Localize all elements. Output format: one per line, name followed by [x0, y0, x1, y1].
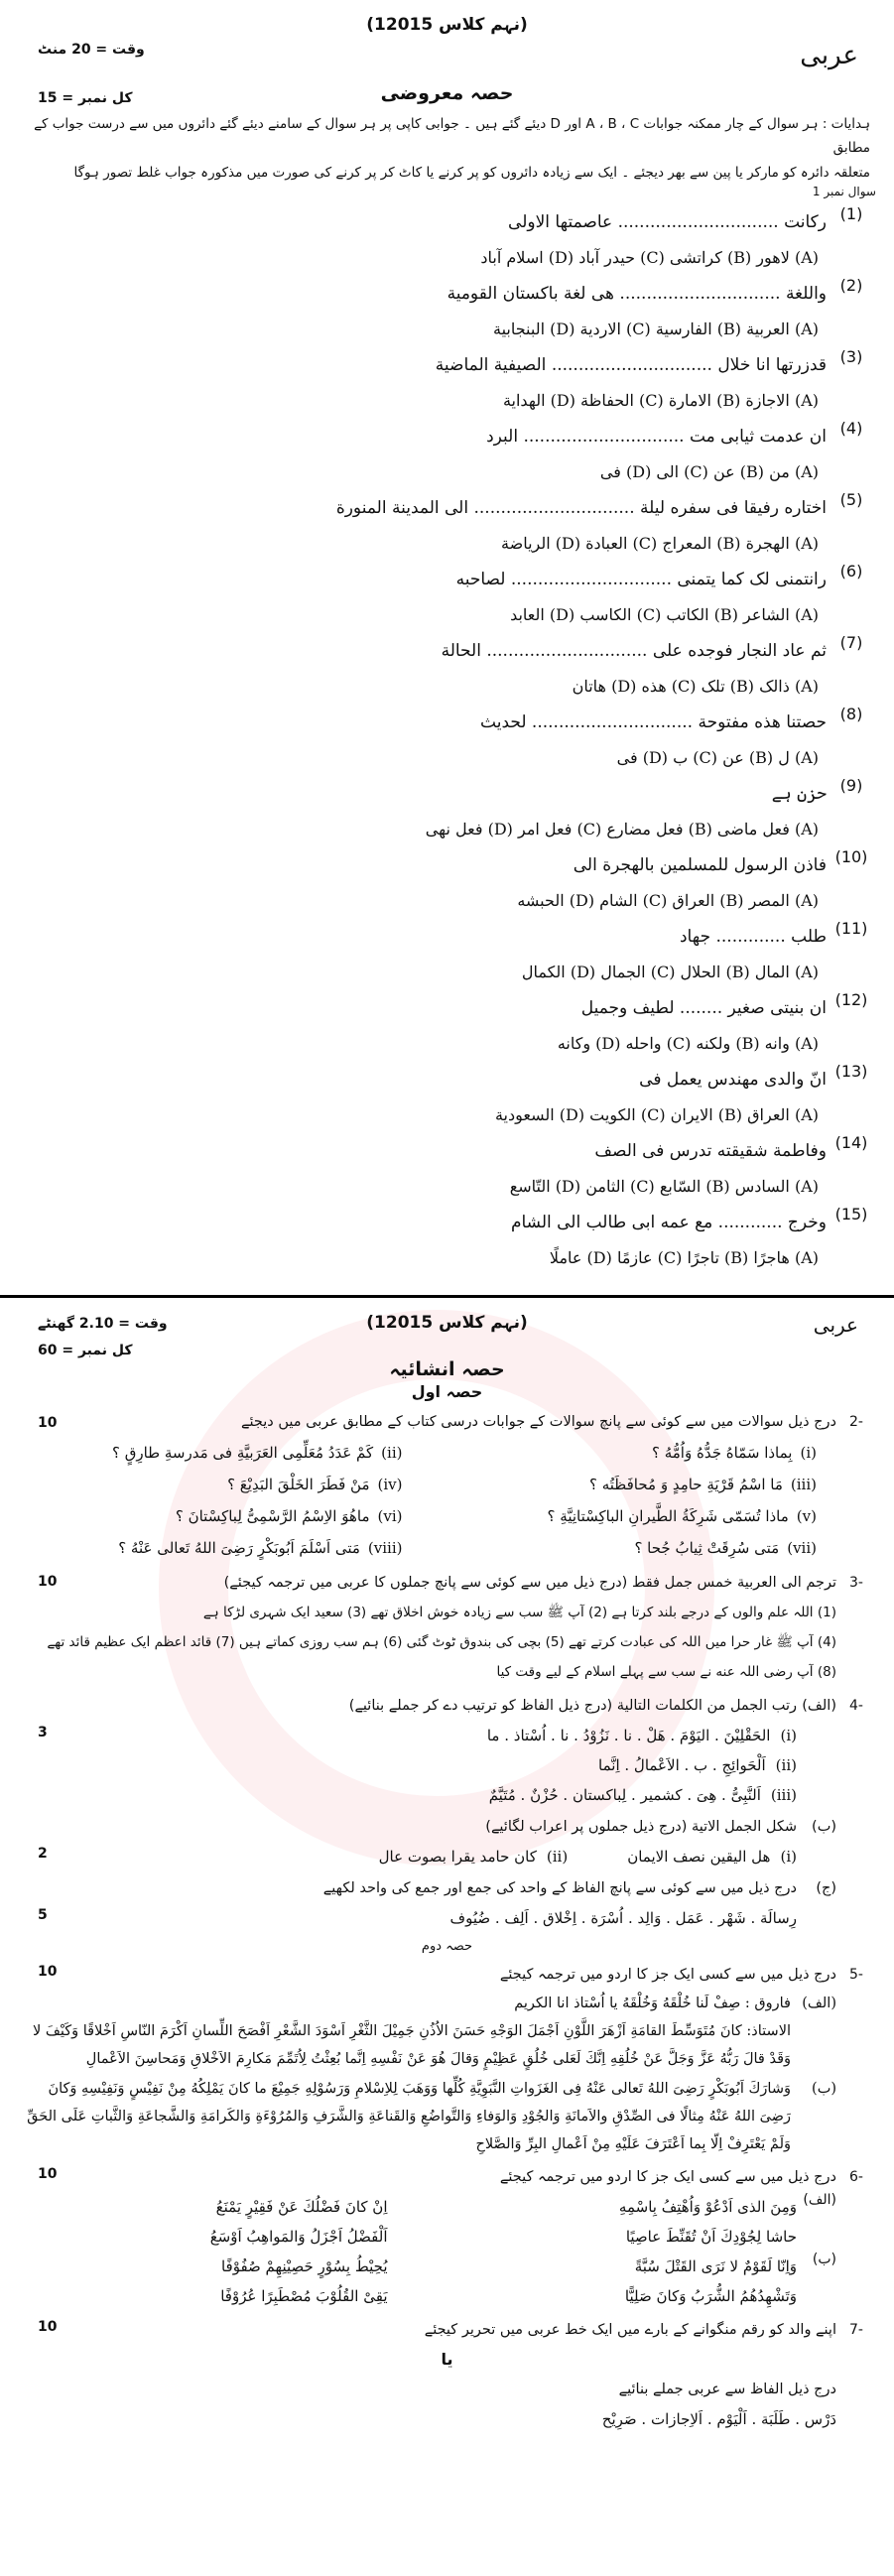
- question-number: (14): [834, 1132, 868, 1152]
- question-item: [18, 1750, 797, 1780]
- translation-sentence: (4) آپ ﷺ غار حرا میں اللہ کی عبادت کرتے تھے (5) بچی کی بندوق ٹوٹ گئی (6) ہم سب روزی کماتے ہیں (7) قائد اعظم ایک عظیم قائد تھے: [47, 1634, 836, 1650]
- question-body: [18, 276, 827, 347]
- question-number: (15): [834, 1204, 868, 1224]
- item-text: اَلنَّبِیُّ . هِیَ . کشمیر . لِباکستان . حُزْنٌ . مُتَیَّمٌ: [488, 1786, 761, 1804]
- marks: 10: [38, 2319, 58, 2335]
- item-text: اَلْحَوائِجِ . ب . الاَعْمالُ . اِنَّما: [598, 1756, 766, 1774]
- item-number: (vii): [787, 1539, 817, 1557]
- mcq-question: [18, 776, 876, 847]
- mcq-question: [18, 490, 876, 562]
- item-number: (i): [780, 1727, 797, 1744]
- verse: یُحِیْطُ بِسُوْرٍ حَصِیْنِهِمْ صُفُوْفًا: [220, 2257, 388, 2275]
- question-options: (A) العراق (B) الایران (C) الکویت (D) السعودیة: [494, 1104, 819, 1124]
- question-instruction: رتب الجمل من الكلمات التالیة (درج ذیل الفاظ کو ترتیب دے کر جملے بنائیے): [348, 1698, 797, 1714]
- paper-header: [18, 35, 876, 74]
- question-items: [18, 1437, 876, 1564]
- mcq-question: [18, 204, 876, 276]
- question-number: (12): [834, 989, 868, 1009]
- item-text: الحَقْلِیْنَ . الیَوْمَ . هَلْ . نا . نَزُوْدُ . نا . اُسْتاذ . ما: [486, 1727, 771, 1744]
- question-item: [433, 1437, 818, 1469]
- item-text: هل الیقین نصف الایمان: [627, 1848, 771, 1866]
- question-text: وخرج ............ مع عمه ابی طالب الی الشام: [510, 1212, 827, 1232]
- question-item: [18, 1469, 403, 1500]
- question-text: ان بنیتی صغیر ........ لطیف وجمیل: [580, 997, 827, 1018]
- verse: وَاِنّا لَقَوْمٌ لا نَرَی القَتْلَ سُبَّةً: [634, 2257, 797, 2275]
- question-options: (A) السادس (B) السّابع (C) الثامن (D) التّاسع: [509, 1176, 819, 1196]
- item-number: (viii): [367, 1539, 403, 1557]
- question-text: ثم عاد النجار فوجده علی .............................. الحالة: [441, 640, 827, 661]
- or-label: یا: [441, 2350, 453, 2369]
- question-body: [18, 347, 827, 419]
- question-text: رانتمنی لک کما یتمنی .............................. لصاحبه: [455, 569, 827, 589]
- translation-sentences: [18, 1598, 876, 1687]
- part-label: (ج): [816, 1880, 836, 1896]
- item-number: (vi): [377, 1507, 403, 1525]
- question-2: [18, 1407, 876, 1564]
- question-options: (A) المصر (B) العراق (C) الشام (D) الحبشه: [517, 890, 819, 910]
- question-options: (A) الهجرة (B) المعراج (C) العبادة (D) الریاضة: [501, 533, 819, 553]
- question-body: [18, 1205, 827, 1276]
- mcq-question: [18, 276, 876, 347]
- marks: 2: [38, 1846, 48, 1862]
- question-label: سوال نمبر 1: [812, 184, 876, 198]
- item-number: (ii): [775, 1756, 797, 1774]
- mcq-question: [18, 562, 876, 633]
- mcq-question: [18, 705, 876, 776]
- question-text: ان عدمت ثیابی مت .............................. البرد: [486, 426, 827, 447]
- alt-instruction: درج ذیل الفاظ سے عربی جملے بنائیے: [618, 2382, 836, 2397]
- question-options: (A) المال (B) الحلال (C) الجمال (D) الکمال: [521, 962, 819, 981]
- question-text: طلب ............. جهاد: [679, 926, 827, 947]
- verse: وَتَشْهِدُهُمُ الشُّرَبُ وَكانَ صَلِیًّا: [624, 2287, 797, 2305]
- class-line: (نہم کلاس 12015): [366, 1313, 528, 1333]
- item-number: (ii): [381, 1444, 403, 1462]
- poem-verses: [18, 2252, 876, 2311]
- question-number: (4): [839, 418, 863, 438]
- question-number: (10): [834, 846, 868, 866]
- mcq-question: [18, 1205, 876, 1276]
- poem-verses: [18, 2192, 876, 2252]
- question-body: [18, 204, 827, 276]
- question-body: [18, 633, 827, 705]
- question-7: [18, 2315, 876, 2434]
- item-text: مَنْ فَطَرَ الخَلْقَ البَدِیْعَ ؟: [227, 1476, 370, 1493]
- question-body: [18, 419, 827, 490]
- question-instruction: درج ذیل میں سے کسی ایک جز کا اردو میں ترجمہ کیجئے: [499, 1967, 836, 1983]
- item-text: ماذا تُسَمّی شَرِكَةُ الطَّیرانِ الباكِسْتانِیَّةِ ؟: [547, 1507, 789, 1525]
- question-item: [18, 1532, 403, 1564]
- section-title: حصہ معروضی: [380, 82, 514, 104]
- mcq-question: [18, 990, 876, 1062]
- question-text: انّ والدی مهندس یعمل فی: [639, 1069, 827, 1090]
- part-label: (ب): [812, 2081, 836, 2097]
- question-number: -4: [849, 1698, 863, 1714]
- section-title: حصہ انشائیہ: [389, 1358, 505, 1380]
- objective-section: [0, 0, 894, 1286]
- item-text: ماهُوَ الاِسْمُ الرَّسْمِیُّ لِباكِسْتانَ ؟: [175, 1507, 370, 1525]
- question-body: [18, 1062, 827, 1133]
- marks: 10: [38, 1574, 58, 1590]
- question-options: (A) ل (B) عن (C) ب (D) فی: [616, 747, 819, 767]
- question-options: (A) لاهور (B) کراتشی (C) حیدر آباد (D) اسلام آباد: [480, 247, 819, 267]
- item-number: (iii): [790, 1476, 817, 1493]
- question-number: -3: [849, 1575, 863, 1591]
- question-options: (A) من (B) عن (C) الی (D) فی: [599, 461, 819, 481]
- question-options: (A) الشاعر (B) الکاتب (C) الکاسب (D) العابد: [510, 604, 819, 624]
- mcq-question: [18, 633, 876, 705]
- item-number: (iv): [377, 1476, 403, 1493]
- question-body: [18, 847, 827, 919]
- question-text: واللغة .............................. هی لغة باکستان القومیة: [447, 283, 827, 304]
- marks: 10: [38, 1415, 58, 1431]
- question-body: [18, 990, 827, 1062]
- part-one-title: حصہ اول: [411, 1382, 483, 1401]
- total-marks: کل نمبر = 15: [38, 90, 133, 106]
- question-body: [18, 705, 827, 776]
- question-number: (11): [834, 918, 868, 938]
- question-item: [433, 1469, 818, 1500]
- question-body: [18, 562, 827, 633]
- translation-sentence: (8) آپ رضی اللہ عنه نے سب سے پہلے اسلام کے لیے وقت کیا: [496, 1664, 836, 1680]
- question-body: [18, 490, 827, 562]
- item-text: مَتی اَسْلَمَ اَبُوبَكْرٍ رَضِیَ اللهُ تَعالی عَنْهُ ؟: [118, 1539, 360, 1557]
- question-item: [379, 1842, 569, 1871]
- part-label: (ب): [812, 2252, 836, 2267]
- question-body: [18, 1133, 827, 1205]
- question-number: -5: [849, 1967, 863, 1983]
- part-label: (الف): [803, 2192, 836, 2208]
- question-instruction: درج ذیل میں سے کسی ایک جز کا اردو میں ترجمہ کیجئے: [499, 2169, 836, 2185]
- part-label: (ب): [812, 1819, 836, 1835]
- question-options: (A) هاجرًا (B) تاجرًا (C) عازمًا (D) عاملًا: [549, 1247, 819, 1267]
- mcq-question: [18, 1062, 876, 1133]
- marks: 10: [38, 1964, 58, 1980]
- mcq-question: [18, 1133, 876, 1205]
- question-item: [18, 1721, 797, 1750]
- question-number: -7: [849, 2322, 863, 2338]
- instructions-line: ہدایات : ہر سوال کے چار ممکنہ جوابات A ، B ، C اور D دیئے گئے ہیں ۔ جوابی کاپی پر ہر سوال کے سامنے دیئے گئے دائروں میں سے درست جواب کے مطابق: [34, 116, 870, 157]
- mcq-list: [18, 204, 876, 1276]
- marks: 3: [38, 1725, 48, 1740]
- item-number: (iii): [770, 1786, 797, 1804]
- question-3: [18, 1568, 876, 1687]
- item-number: (ii): [546, 1848, 569, 1866]
- question-text: حصتنا هذه مفتوحة .............................. لحدیث: [480, 711, 827, 732]
- passage-line: فاروق : صِفْ لَنا خُلْقَهُ وَخُلْقَهُ یا اُسْتاذ انا الکریم: [514, 1996, 791, 2011]
- question-item: [18, 1437, 403, 1469]
- item-number: (v): [796, 1507, 817, 1525]
- marks: 10: [38, 2166, 58, 2182]
- question-text: وفاطمة شقیقته تدرس فی الصف: [594, 1140, 827, 1161]
- word-list: رِسالَة . شَهْر . عَمَل . وَالِد . اُسْرَة . اِخْلاق . اَلِف . ضُیُوف: [449, 1909, 797, 1927]
- verse: یَقِیْ القُلُوْبَ مُصْطَبِرًا عُرُوْفًا: [220, 2287, 388, 2305]
- question-number: (2): [839, 275, 863, 295]
- item-text: مَتی سُرِقَتْ ثِیابُ جُحا ؟: [634, 1539, 780, 1557]
- mcq-question: [18, 347, 876, 419]
- subject-title: عربی: [813, 1313, 858, 1337]
- subjective-section: [0, 1295, 894, 2576]
- question-text: حزن ہے: [771, 783, 827, 804]
- question-options: (A) وانه (B) ولکنه (C) واحله (D) وکانه: [557, 1033, 819, 1053]
- paper-meta: [38, 1311, 168, 1363]
- passage-text: وَشارَكَ اَبُوبَكْرٍ رَضِیَ اللهُ تَعالی عَنْهُ فِی الغَزَواتِ النَّبَوِیَّةِ كُلِّها وَوَهَبَ لِلاِسْلامِ وَرَسُوْلِهِ جَمِیْعَ ما كانَ یَمْلِكُهُ مِنْ نَفِیْسٍ وَنَفِیْسِهِ وَكانَ رَضِیَ اللهُ عَنْهُ مِثالًا فی الصِّدْقِ والاَمانَةِ وَالجُوْدِ وَالوَفاءِ وَالتَّواضُعِ وَالقَناعَةِ وَالشَّرَفِ وَالمُرُوْءَةِ وَالكَرامَةِ وَالشَّجاعَةِ وَالثَّباتِ عَلَی الحَقِّ وَلَمْ یَعْتَرِفْ اِلّا بِما اَعْتَرَفَ عَلَیْهِ مِنْ اَعْمالِ البِرِّ وَالصَّلاحِ: [27, 2081, 791, 2152]
- question-options: (A) فعل ماضی (B) فعل مضارع (C) فعل امر (D) فعل نهی: [425, 819, 819, 838]
- question-text: قدزرتها انا خلال .............................. الصیفیة الماضیة: [435, 354, 827, 375]
- translation-sentence: (1) اللہ علم والوں کے درجے بلند کرتا ہے (2) آپ ﷺ سب سے زیادہ خوش اخلاق تھے (3) سعید ایک شہری لڑکا ہے: [202, 1605, 836, 1620]
- question-number: (6): [839, 561, 863, 580]
- question-items: [18, 1842, 876, 1871]
- question-number: (1): [839, 203, 863, 223]
- item-text: كَمْ عَدَدُ مُعَلِّمِی العَرَبیَّةِ فی مَدرسةِ طارِقٍ ؟: [111, 1444, 374, 1462]
- question-number: (5): [839, 489, 863, 509]
- verse: اَلْفَضْلُ اَجْزَلُ وَالمَواهِبُ اَوْسَعُ: [209, 2228, 388, 2246]
- class-line: (نہم کلاس 12015): [366, 15, 528, 35]
- question-number: (13): [834, 1061, 868, 1081]
- question-number: (9): [839, 775, 863, 795]
- question-item: [433, 1500, 818, 1532]
- question-instruction: درج ذیل میں سے کوئی سے پانچ الفاظ کے واحد کی جمع اور جمع کی واحد لکھیے: [322, 1880, 797, 1896]
- question-number: (8): [839, 704, 863, 723]
- question-5: [18, 1960, 876, 2158]
- question-item: [433, 1532, 818, 1564]
- question-instruction: درج ذیل سوالات میں سے کوئی سے پانچ سوالات کے جوابات درسی کتاب کے مطابق عربی میں دیجئے: [241, 1414, 836, 1430]
- question-number: -2: [849, 1414, 863, 1430]
- part-two-title: حصہ دوم: [421, 1939, 473, 1954]
- mcq-question: [18, 919, 876, 990]
- instructions-line: متعلقہ دائرہ کو مارکر یا پین سے بھر دیجئے ۔ ایک سے زیادہ دائروں کو پر کرنے یا کاٹ کر پر کرنے کی صورت میں مذکورہ جواب غلط تصور ہوگا: [73, 164, 870, 181]
- question-number: (3): [839, 346, 863, 366]
- paper-meta: [38, 37, 145, 64]
- question-options: (A) الاجازة (B) الامارة (C) الحفاظة (D) الهدایة: [502, 390, 819, 410]
- question-item: [18, 1500, 403, 1532]
- item-text: بِماذا سَمّاهُ جَدُّهُ وَاُمُّهُ ؟: [652, 1444, 793, 1462]
- part-label: (الف): [802, 1996, 836, 2011]
- mcq-question: [18, 419, 876, 490]
- question-body: [18, 919, 827, 990]
- item-number: (i): [780, 1848, 797, 1866]
- item-text: کان حامد یقرا بصوت عال: [378, 1848, 537, 1866]
- marks: 5: [38, 1907, 48, 1923]
- question-6: [18, 2162, 876, 2311]
- question-4: [18, 1691, 876, 1933]
- question-text: رکانت .............................. عاصمتها الاولى: [508, 211, 827, 232]
- question-options: (A) العربیة (B) الفارسیة (C) الاردیة (D) البنجابیة: [492, 319, 819, 338]
- mcq-question: [18, 847, 876, 919]
- item-text: مَا اسْمُ قَرْیَةِ حامِدٍ وَ مُحافَظَتُه ؟: [588, 1476, 783, 1493]
- verse: حاشا لِجُوْدِكَ اَنْ تُقَنِّطَ عاصِیًا: [625, 2228, 797, 2246]
- word-list: دَرْس . طَلَبَة . اَلْیَوْم . اَلاِجازات . صَرِیْح: [601, 2410, 836, 2428]
- question-instruction: اپنے والد کو رقم منگوانے کے بارے میں ایک خط عربی میں تحریر کیجئے: [424, 2322, 836, 2338]
- question-text: اختاره رفیقا فی سفره لیلة .............................. الی المدینة المنورة: [335, 497, 827, 518]
- subject-title: عربی: [800, 41, 858, 70]
- instructions: [18, 112, 876, 185]
- time-label: وقت = 20 منٹ: [38, 42, 145, 58]
- question-number: -6: [849, 2169, 863, 2185]
- question-item: [627, 1842, 797, 1871]
- question-instruction: شکل الجمل الاتیة (درج ذیل جملوں پر اعراب لگائیے): [485, 1819, 797, 1835]
- question-item: [18, 1780, 797, 1810]
- item-number: (i): [800, 1444, 817, 1462]
- time-label: وقت = 2.10 گھنٹے: [38, 1316, 168, 1332]
- question-instruction: ترجم الی العربیة خمس جمل فقط (درج ذیل میں سے کوئی سے پانچ جملوں کا عربی میں ترجمہ کیجئے): [223, 1575, 836, 1591]
- question-number: (7): [839, 632, 863, 652]
- question-text: فاذن الرسول للمسلمین بالهجرة الی: [573, 854, 827, 875]
- total-marks: کل نمبر = 60: [38, 1342, 133, 1358]
- question-items: [18, 1721, 876, 1810]
- question-options: (A) ذالک (B) تلک (C) هذه (D) هاتان: [572, 676, 819, 696]
- verse: اِنْ كانَ فَضْلُكَ عَنْ فَقِیْرٍ یَمْنَعُ: [215, 2198, 388, 2216]
- part-label: (الف): [802, 1698, 836, 1714]
- passage-text: الاستاذ: كانَ مُتَوَسِّطَ القامَةِ اَزْهَرَ اللَّوْنِ اَجْمَلَ الوَجْهِ حَسَنَ الاُذُنِ جَمِیْلَ الثَّغْرِ اَسْوَدَ الشَّعْرِ اَفْصَحَ اللِّسانِ اَكْرَمَ النّاسِ اَخْلاقًا وَكَیْفَ لا وَقَدْ قالَ رَبُّهُ عَزَّ وَجَلَّ عَنْ خُلُقِهِ اِنَّكَ لَعَلی خُلُقٍ عَظِیْمٍ وَقالَ هُوَ عَنْ نَفْسِهِ اِنَّما بُعِثْتُ لِاُتَمِّمَ مَكارِمَ الاَخْلاقِ وَمَحاسِنَ الاَعْمالِ: [32, 2023, 791, 2067]
- question-body: [18, 776, 827, 847]
- verse: وَمِنَ الذی اَدْعُوْ وَاُهْتِفُ بِاسْمِهِ: [618, 2198, 797, 2216]
